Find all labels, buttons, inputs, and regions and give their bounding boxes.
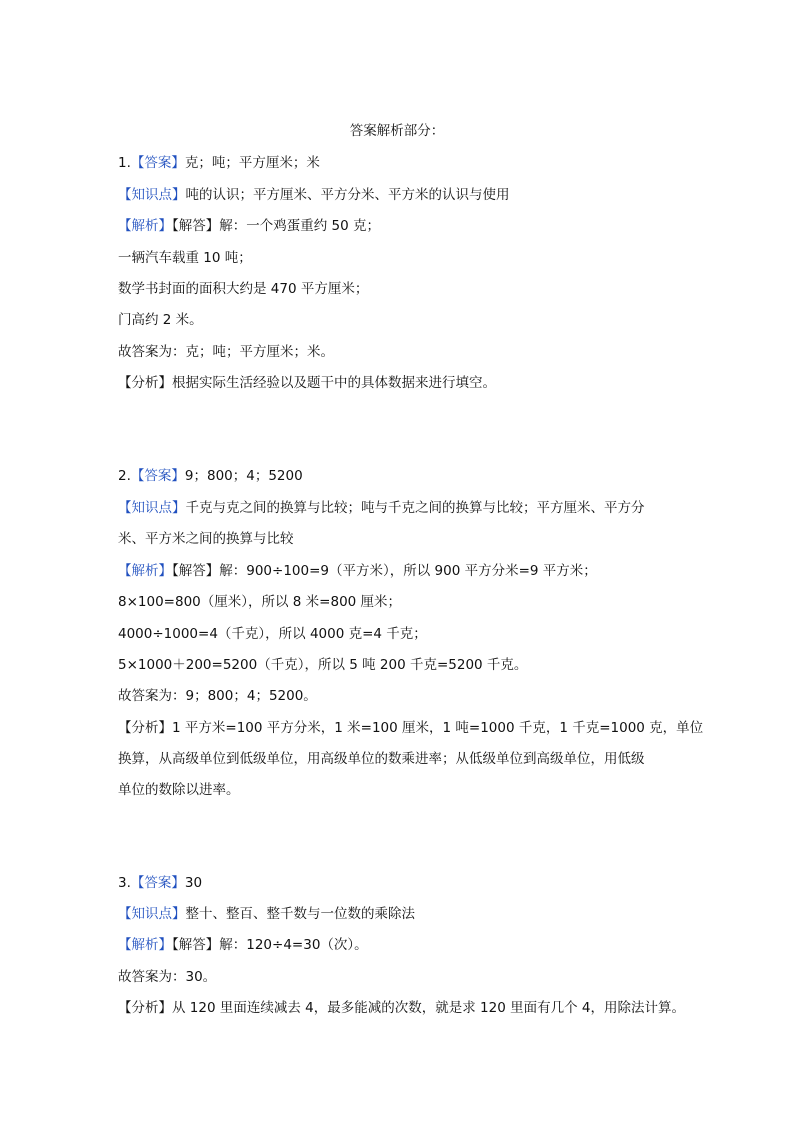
q2-knowledge-line-2: 米、平方米之间的换算与比较 [118, 531, 294, 547]
q1-answer-line [118, 153, 320, 173]
q2-line-1: 8×100=800（厘米），所以 8 米=800 厘米； [118, 594, 402, 610]
q1-solve-tag: 【解答】 [172, 218, 220, 234]
q2-fenxi-tag: 【分析】 [118, 720, 172, 736]
q1-number: 1. [118, 155, 131, 171]
q3-analysis-line [118, 935, 368, 955]
q2-fenxi-line [118, 718, 703, 738]
q3-fenxi-text: 从 120 里面连续减去 4，最多能减的次数，就是求 120 里面有几个 4，用除法计算。 [172, 1000, 685, 1016]
q3-answer-line [118, 873, 202, 893]
q3-fenxi-line [118, 998, 685, 1018]
q3-solve-text: 解：120÷4=30（次）。 [219, 937, 368, 953]
q2-solve-text: 解：900÷100=9（平方米），所以 900 平方分米=9 平方米； [219, 563, 597, 579]
q1-analysis-tag: 【解析】 [118, 218, 172, 234]
q2-solve-tag: 【解答】 [172, 563, 220, 579]
q1-line-4: 故答案为：克；吨；平方厘米；米。 [118, 344, 334, 360]
q1-fenxi-text: 根据实际生活经验以及题干中的具体数据来进行填空。 [172, 375, 496, 391]
q2-analysis-line [118, 561, 597, 581]
q2-line-3: 5×1000＋200=5200（千克），所以 5 吨 200 千克=5200 千克。 [118, 657, 528, 673]
q1-knowledge-tag: 【知识点】 [118, 187, 186, 203]
q2-analysis-tag: 【解析】 [118, 563, 172, 579]
q3-knowledge-tag: 【知识点】 [118, 906, 186, 922]
q1-answer-text: 克；吨；平方厘米；米 [184, 155, 320, 171]
q1-line-2: 数学书封面的面积大约是 470 平方厘米； [118, 281, 369, 297]
q3-fenxi-tag: 【分析】 [118, 1000, 172, 1016]
q3-answer-tag: 【答案】 [130, 875, 185, 891]
q1-knowledge-line [118, 185, 510, 205]
q3-solve-tag: 【解答】 [172, 937, 220, 953]
q2-knowledge-tag: 【知识点】 [118, 500, 186, 516]
q1-line-1: 一辆汽车载重 10 吨； [118, 250, 252, 266]
q1-analysis-line [118, 216, 380, 236]
q1-fenxi-tag: 【分析】 [118, 375, 172, 391]
q3-knowledge-line [118, 904, 415, 924]
q2-knowledge-text: 千克与克之间的换算与比较；吨与千克之间的换算与比较；平方厘米、平方分 [185, 500, 645, 516]
q2-fenxi-line-3: 单位的数除以进率。 [118, 782, 240, 798]
q3-analysis-tag: 【解析】 [118, 937, 172, 953]
q3-knowledge-text: 整十、整百、整千数与一位数的乘除法 [185, 906, 415, 922]
q1-answer-tag: 【答案】 [130, 155, 185, 171]
q2-number: 2. [118, 468, 131, 484]
q1-fenxi-line [118, 373, 496, 393]
page-title: 答案解析部分： [349, 123, 445, 139]
q3-line-1: 故答案为：30。 [118, 969, 217, 985]
q3-number: 3. [118, 875, 131, 891]
q2-knowledge-line [118, 498, 645, 518]
q2-answer-line [118, 466, 303, 486]
q2-fenxi-text: 1 平方米=100 平方分米，1 米=100 厘米，1 吨=1000 千克，1 千克=1000 克，单位 [172, 720, 704, 736]
q2-answer-text: 9；800；4；5200 [184, 468, 303, 484]
q2-line-2: 4000÷1000=4（千克），所以 4000 克=4 千克； [118, 626, 427, 642]
q2-fenxi-line-2: 换算，从高级单位到低级单位，用高级单位的数乘进率；从低级单位到高级单位，用低级 [118, 751, 645, 767]
q2-answer-tag: 【答案】 [130, 468, 185, 484]
q2-line-4: 故答案为：9；800；4；5200。 [118, 688, 317, 704]
q1-knowledge-text: 吨的认识；平方厘米、平方分米、平方米的认识与使用 [185, 187, 510, 203]
q1-solve-text: 解：一个鸡蛋重约 50 克； [219, 218, 381, 234]
q3-answer-text: 30 [184, 875, 203, 891]
q1-line-3: 门高约 2 米。 [118, 312, 203, 328]
